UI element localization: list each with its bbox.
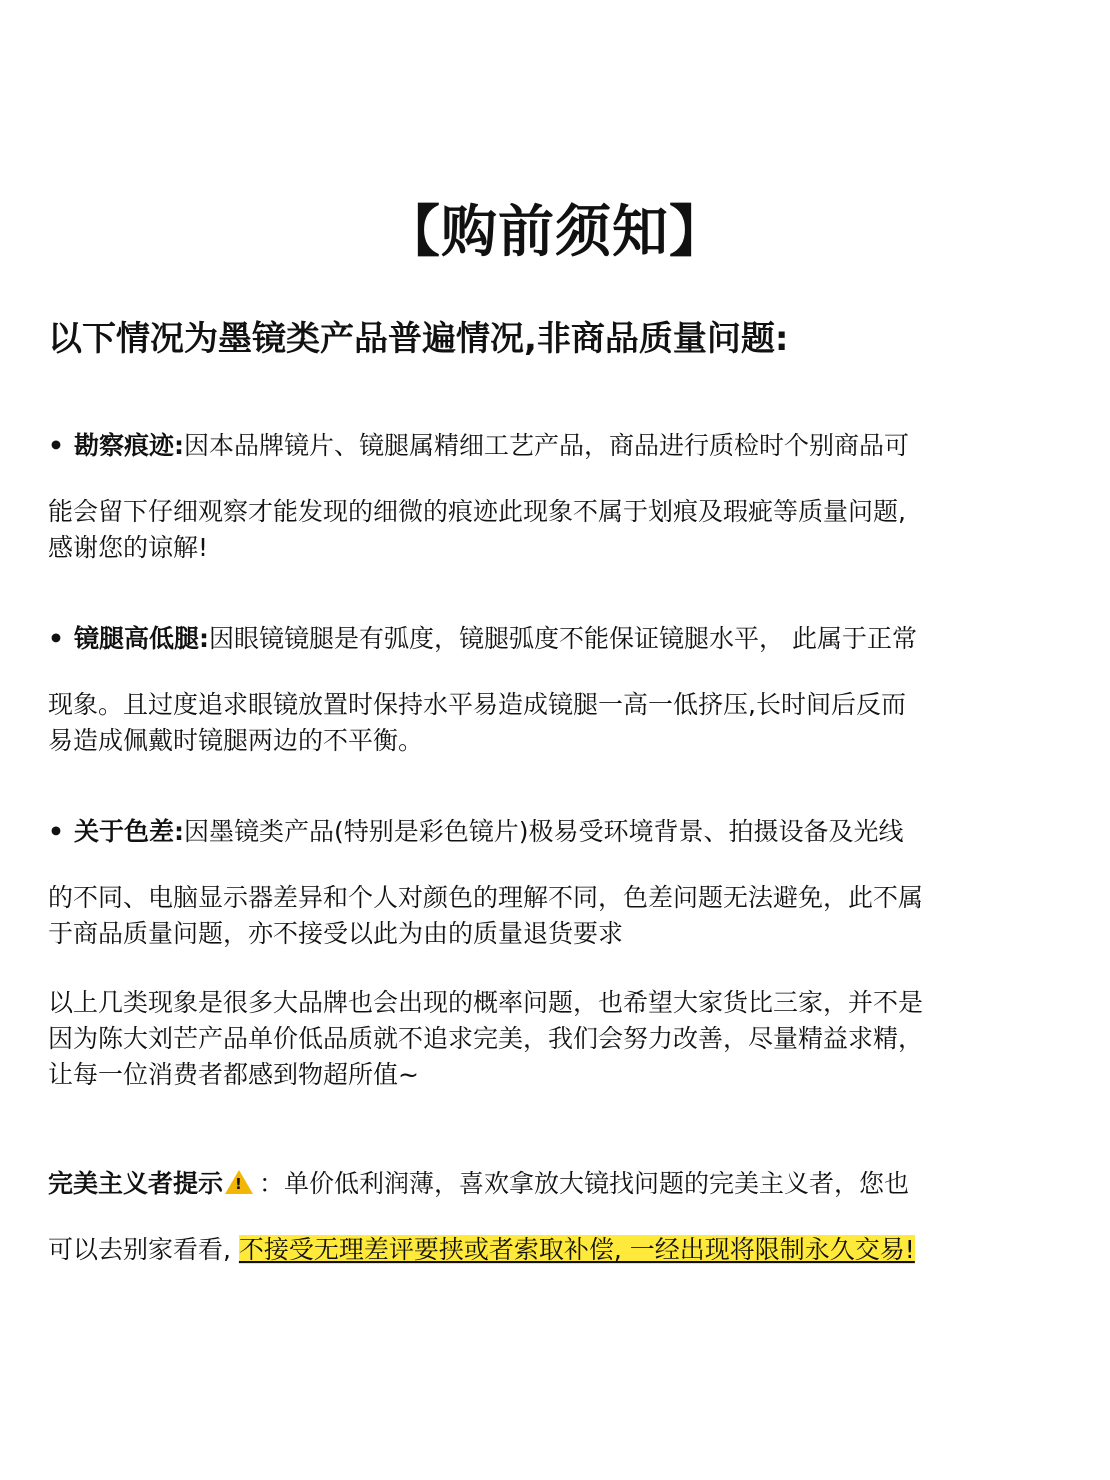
summary-text: 以上几类现象是很多大品牌也会出现的概率问题，也希望大家货比三家，并不是	[48, 988, 924, 1017]
section-heading: 勘察痕迹:	[74, 431, 184, 460]
section-first-line	[48, 428, 1070, 464]
notice-text: 可以去别家看看,	[48, 1235, 231, 1264]
summary-text: 因为陈大刘芒产品单价低品质就不追求完美，我们会努力改善，尽量精益求精，	[48, 1024, 924, 1053]
perfectionist-notice	[48, 1166, 1070, 1268]
notice-second-line	[48, 1232, 1070, 1268]
bullet-marker: •	[48, 431, 64, 460]
section-text: 易造成佩戴时镜腿两边的不平衡。	[48, 726, 424, 755]
page-subtitle: 以下情况为墨镜类产品普遍情况,非商品质量问题:	[48, 319, 789, 359]
section-temple-height	[48, 621, 1070, 759]
page-title: 【购前须知】	[384, 200, 726, 265]
section-text: 于商品质量问题，亦不接受以此为由的质量退货要求	[48, 919, 624, 948]
highlighted-warning-text: 不接受无理差评要挟或者索取补偿, 一经出现将限制永久交易!	[238, 1235, 915, 1264]
section-color-difference	[48, 814, 1070, 952]
section-first-line	[48, 814, 1070, 850]
notice-heading: 完美主义者提示	[48, 1169, 224, 1198]
section-scratch-marks	[48, 428, 1070, 566]
summary-text: 让每一位消费者都感到物超所值~	[48, 1060, 419, 1089]
section-text: 因本品牌镜片、镜腿属精细工艺产品，商品进行质检时个别商品可	[184, 431, 910, 460]
bullet-marker: •	[48, 817, 64, 846]
notice-first-line	[48, 1166, 1070, 1202]
bullet-marker: •	[48, 624, 64, 653]
section-first-line	[48, 621, 1070, 657]
section-text: 感谢您的谅解!	[48, 533, 209, 562]
section-text: 现象。且过度追求眼镜放置时保持水平易造成镜腿一高一低挤压,长时间后反而	[48, 690, 906, 719]
summary-paragraph	[48, 985, 1070, 1093]
section-text: 的不同、电脑显示器差异和个人对颜色的理解不同，色差问题无法避免，此不属	[48, 883, 924, 912]
section-text: 能会留下仔细观察才能发现的细微的痕迹此现象不属于划痕及瑕疵等质量问题,	[48, 497, 906, 526]
section-heading: 关于色差:	[74, 817, 184, 846]
section-heading: 镜腿高低腿:	[74, 624, 209, 653]
section-text: 因墨镜类产品(特别是彩色镜片)极易受环境背景、拍摄设备及光线	[184, 817, 904, 846]
warning-icon	[225, 1170, 253, 1194]
section-text: 因眼镜镜腿是有弧度，镜腿弧度不能保证镜腿水平， 此属于正常	[209, 624, 917, 653]
notice-text: ：单价低利润薄，喜欢拿放大镜找问题的完美主义者，您也	[259, 1169, 910, 1198]
